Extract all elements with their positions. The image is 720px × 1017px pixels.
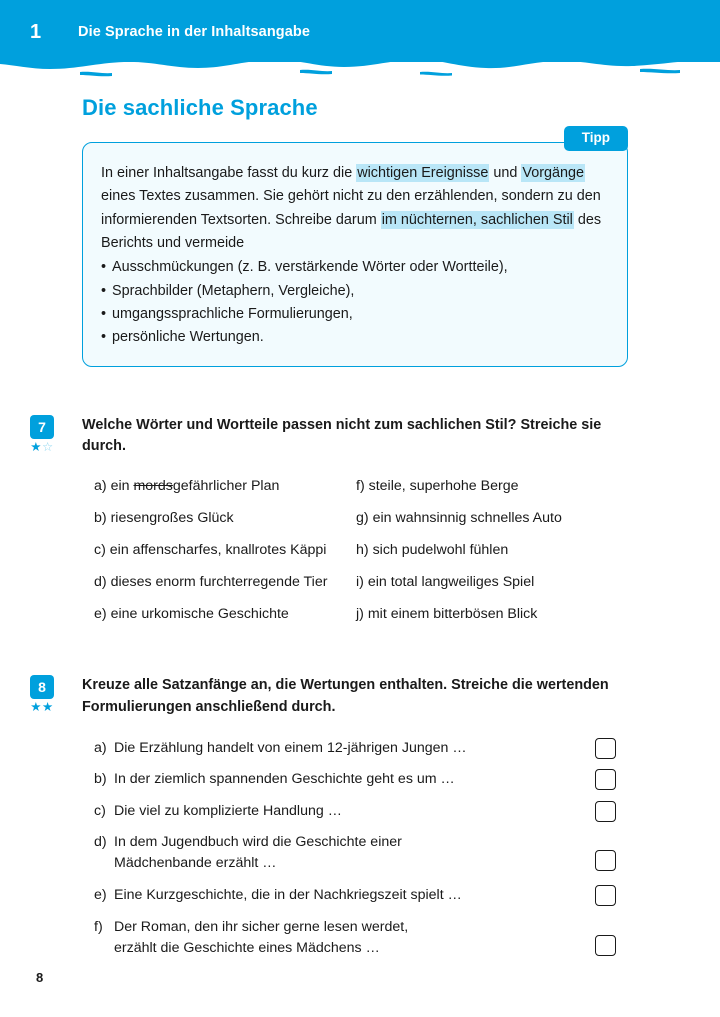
item-label: c) (94, 802, 106, 819)
answer-checkbox[interactable] (595, 801, 616, 822)
exercise-7-left-column (94, 479, 364, 639)
item-label: g) (356, 510, 369, 527)
list-item[interactable] (94, 801, 634, 833)
item-text: Die Erzählung handelt von einem 12-jährigen Jungen … (114, 739, 467, 756)
item-text: Eine Kurzgeschichte, die in der Nachkriegszeit spielt … (114, 887, 462, 904)
tipp-bullet: • Ausschmückungen (z. B. verstärkende Wörter oder Wortteile), (101, 256, 605, 279)
tipp-bullet: • Sprachbilder (Metaphern, Vergleiche), (101, 280, 605, 303)
list-item[interactable] (94, 917, 634, 970)
item-text-pre: steile, superhohe Berge (368, 478, 519, 495)
tipp-text-4: des Berichts und vermeide (101, 211, 602, 251)
tipp-section (82, 130, 628, 367)
list-item[interactable] (94, 543, 364, 575)
tipp-text-1: In einer Inhaltsangabe fasst du kurz die (101, 165, 357, 181)
list-item[interactable] (94, 479, 364, 511)
exercise-7-items (94, 479, 634, 647)
item-text: In dem Jugendbuch wird die Geschichte einer Mädchenbande erzählt … (114, 834, 402, 872)
list-item[interactable] (94, 575, 364, 607)
exercise-8 (0, 675, 720, 970)
answer-checkbox[interactable] (595, 885, 616, 906)
list-item[interactable] (94, 832, 634, 885)
tipp-text-2: und (489, 165, 522, 181)
tipp-text-3: eines Textes zusammen. Sie gehört nicht zu den erzählenden, sondern zu den informierenden Textsorten. Schreibe darum (101, 188, 601, 228)
page-number: 8 (36, 970, 44, 985)
list-item[interactable] (356, 575, 656, 607)
exercise-7 (0, 415, 720, 648)
exercise-8-items (94, 738, 634, 970)
item-label: a) (94, 478, 107, 495)
page-content (0, 95, 720, 970)
header-brush-decoration (0, 56, 720, 84)
tipp-highlight-3: im nüchternen, sachlichen Stil (381, 211, 573, 228)
tipp-highlight-2: Vorgänge (522, 165, 585, 181)
page-title: Die sachliche Sprache (82, 95, 318, 120)
item-text-pre: ein (110, 478, 134, 495)
list-item[interactable] (356, 543, 656, 575)
list-item[interactable] (94, 607, 364, 639)
list-item[interactable] (94, 511, 364, 543)
item-label: d) (94, 574, 107, 591)
exercise-8-instruction: Kreuze alle Satzanfänge an, die Wertungen enthalten. Streiche die wertenden Formulierungen anschließend durch. (82, 677, 609, 715)
item-label: f) (356, 478, 365, 495)
item-text-pre: ein affenscharfes, knallrotes Käppi (109, 542, 327, 559)
item-label: h) (356, 542, 369, 559)
item-text-pre: ein total langweiliges Spiel (367, 574, 535, 591)
difficulty-stars: ★★ (30, 700, 54, 715)
item-text-struck: mords (133, 478, 173, 495)
item-text-pre: mit einem bitterbösen Blick (367, 606, 538, 623)
item-label: b) (94, 510, 107, 527)
item-text-pre: dieses enorm furchterregende Tier (110, 574, 328, 591)
tipp-bullet: • umgangssprachliche Formulierungen, (101, 303, 605, 326)
star-empty-icon: ☆ (42, 439, 54, 454)
item-text-pre: eine urkomische Geschichte (110, 606, 289, 623)
tipp-highlight-1: wichtigen Ereignisse (357, 165, 489, 181)
difficulty-stars (30, 441, 54, 454)
item-label: c) (94, 542, 106, 559)
item-label: i) (356, 574, 364, 591)
exercise-number: 7 (30, 415, 54, 439)
tipp-bullet-list (101, 256, 605, 349)
item-label: e) (94, 606, 107, 623)
exercise-7-instruction: Welche Wörter und Wortteile passen nicht zum sachlichen Stil? Streiche sie durch. (82, 416, 602, 454)
list-item[interactable] (94, 738, 634, 770)
item-label: f) (94, 918, 103, 935)
exercise-7-badge (30, 415, 54, 454)
tipp-paragraph (101, 162, 605, 255)
tipp-bullet: • persönliche Wertungen. (101, 326, 605, 349)
item-text: Der Roman, den ihr sicher gerne lesen werdet, erzählt die Geschichte eines Mädchens … (114, 918, 409, 956)
list-item[interactable] (356, 511, 656, 543)
tipp-box (82, 142, 628, 367)
exercise-8-badge (30, 675, 54, 714)
answer-checkbox[interactable] (595, 738, 616, 759)
chapter-title: Die Sprache in der Inhaltsangabe (78, 24, 311, 40)
answer-checkbox[interactable] (595, 769, 616, 790)
star-filled-icon: ★ (30, 439, 42, 454)
item-label: e) (94, 887, 107, 904)
exercise-number: 8 (30, 675, 54, 699)
brush-stroke-icon (0, 56, 720, 84)
item-label: a) (94, 739, 107, 756)
item-label: d) (94, 834, 107, 851)
answer-checkbox[interactable] (595, 850, 616, 871)
item-label: b) (94, 771, 107, 788)
tipp-badge: Tipp (564, 126, 628, 151)
list-item[interactable] (94, 885, 634, 917)
list-item[interactable] (356, 479, 656, 511)
item-text-pre: ein wahnsinnig schnelles Auto (372, 510, 562, 527)
item-label: j) (356, 606, 364, 623)
answer-checkbox[interactable] (595, 935, 616, 956)
list-item[interactable] (94, 769, 634, 801)
item-text: Die viel zu komplizierte Handlung … (114, 802, 342, 819)
list-item[interactable] (356, 607, 656, 639)
item-text-pre: sich pudelwohl fühlen (372, 542, 509, 559)
item-text-post: gefährlicher Plan (172, 478, 280, 495)
page-header (0, 0, 720, 62)
chapter-number: 1 (30, 21, 42, 43)
item-text-pre: riesengroßes Glück (110, 510, 234, 527)
exercise-7-right-column (356, 479, 656, 639)
item-text: In der ziemlich spannenden Geschichte geht es um … (114, 771, 455, 788)
